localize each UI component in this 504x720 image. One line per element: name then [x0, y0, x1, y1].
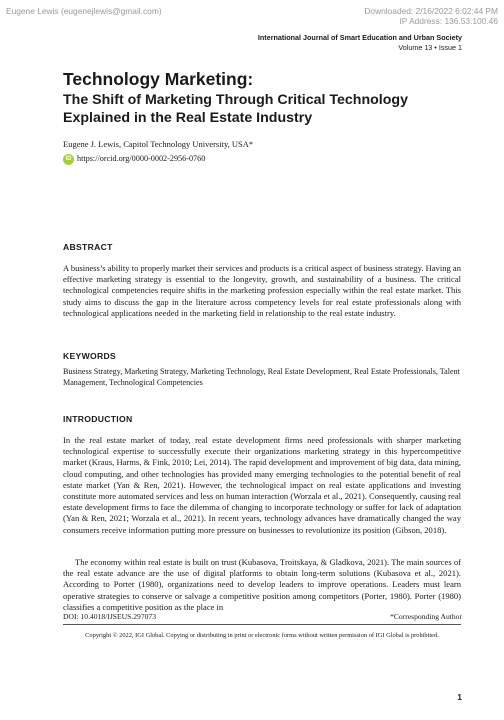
introduction-heading: INTRODUCTION	[63, 414, 133, 424]
journal-volume: Volume 13 • Issue 1	[398, 43, 462, 52]
author-line: Eugene J. Lewis, Capitol Technology University, USA*	[63, 139, 254, 149]
keywords-heading: KEYWORDS	[63, 351, 117, 361]
abstract-text: A business’s ability to properly market their services and products is a critical aspect of business strategy. Having an effective marketing strategy is essential to the longevity, growth, and sustainability of a business. The critical technological competencies require shifts in the marketing profession especially within the real estate market. This study aims to discuss the gap in the literature across competency levels for real estate professionals along with technological applications needed in the marketing field in relationship to the real estate industry.	[63, 263, 461, 318]
intro-paragraph-1: In the real estate market of today, real estate development firms need professionals with sharper marketing technological expertise to successfully execute their organizations marketing strategy in this hypercompetitive market (Kraus, Harms, & Fink, 2010; Lei, 2014). The rapid development and improvement of big data, data mining, cloud computing, and other technologies has provided many emerging technologies to the potential benefit of real estate market (Yan & Ren, 2021). However, the technological impact on real estate applications and investing constitute more automated services and less on human interaction (Worzala et al., 2021). Consequently, causing real estate development firms to face the dilemma of changing to incorporate technology or suffer for lack of adaptation (Yan & Ren, 2021; Worzala et al., 2021). In recent years, technology advances have dramatically changed the way consumers receive information putting more pressure on businesses to revolutionize its position (Gibson, 2018).	[63, 435, 461, 535]
article-title	[63, 68, 463, 127]
orcid-icon: iD	[63, 154, 74, 165]
watermark-downloaded: Downloaded: 2/16/2022 6:02:44 PM	[364, 6, 498, 16]
watermark-download-info	[364, 6, 498, 26]
copyright-notice: Copyright © 2022, IGI Global. Copying or distributing in print or electronic forms without written permission of IGI Global is prohibited.	[85, 632, 439, 639]
orcid-link[interactable]: https://orcid.org/0000-0002-2956-0760	[77, 154, 206, 163]
orcid-line[interactable]	[63, 153, 205, 165]
watermark-ip: IP Address: 136.53.100.46	[399, 16, 498, 26]
journal-name: International Journal of Smart Education and Urban Society	[257, 33, 462, 42]
page-number: 1	[457, 692, 462, 702]
title-main: Technology Marketing:	[63, 69, 254, 89]
watermark-author: Eugene Lewis (eugenejlewis@gmail.com)	[6, 6, 162, 16]
title-subtitle: The Shift of Marketing Through Critical Technology Explained in the Real Estate Industry	[63, 92, 408, 126]
footer-divider	[63, 624, 461, 625]
corresponding-author-note: *Corresponding Author	[390, 612, 462, 621]
journal-header	[258, 33, 462, 53]
doi: DOI: 10.4018/IJSEUS.297073	[63, 612, 157, 621]
abstract-heading: ABSTRACT	[63, 242, 113, 252]
keywords-text: Business Strategy, Marketing Strategy, Marketing Technology, Real Estate Development, Real Estate Professionals, Talent Management, Technological Competencies	[63, 367, 460, 388]
intro-paragraph-2: The economy within real estate is built on trust (Kubasova, Troitskaya, & Gladkova, 2021). The main sources of the real estate advance are the use of digital platforms to obtain long-term solutions (Kubasova et al., 2021). According to Porter (1980), organizations need to develop leaders to improve operations. Leaders must learn operative strategies to conserve or salvage a competitive position among competitors (Porter, 1980). Porter (1980) classifies a competitive position as the place in	[63, 557, 461, 612]
